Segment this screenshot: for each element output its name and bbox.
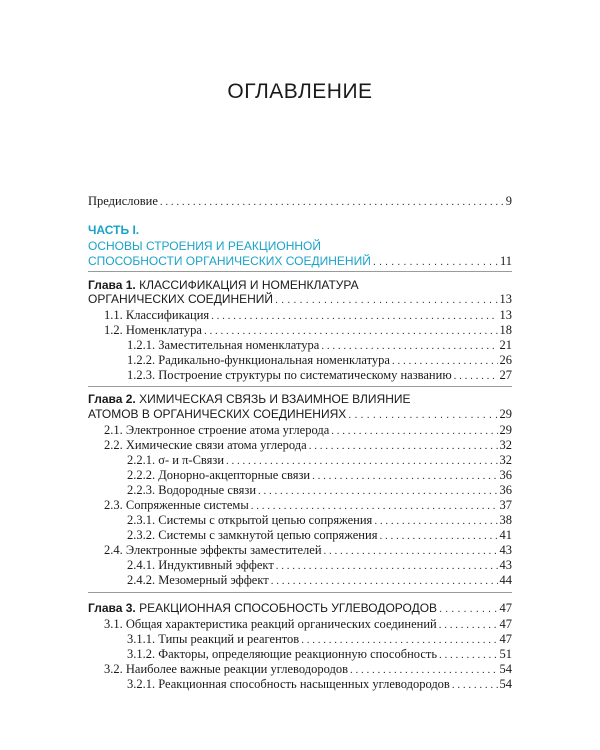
toc-page-number: 13	[499, 292, 512, 306]
toc-entry-label: 1.2.1. Заместительная номенклатура	[127, 338, 320, 352]
toc-page-number: 27	[499, 368, 512, 382]
toc-entry-chapter-3[interactable]	[88, 600, 512, 617]
toc-entry-label: 2.3.2. Системы с замкнутой цепью сопряжения	[127, 528, 378, 542]
chapter-title-line2: ОРГАНИЧЕСКИХ СОЕДИНЕНИЙ	[88, 292, 274, 306]
part-title-line2: СПОСОБНОСТИ ОРГАНИЧЕСКИХ СОЕДИНЕНИЙ	[88, 254, 371, 268]
chapter-title-line1: РЕАКЦИОННАЯ СПОСОБНОСТЬ УГЛЕВОДОРОДОВ	[139, 601, 438, 615]
toc-entry-label: 2.4.2. Мезомерный эффект	[127, 573, 269, 587]
toc-page-number: 51	[499, 647, 512, 661]
toc-entry-label: 1.1. Классификация	[104, 308, 210, 322]
toc-page-number: 13	[499, 308, 512, 322]
dot-leader	[373, 254, 498, 270]
toc-entry-label: 2.4.1. Индуктивный эффект	[127, 558, 274, 572]
toc-entry-part1[interactable]	[88, 253, 512, 270]
toc-page-number: 36	[499, 468, 512, 482]
toc-page-number: 47	[499, 601, 512, 615]
section-divider	[88, 271, 512, 272]
toc-entry-chapter-1[interactable]	[88, 291, 512, 308]
toc-page-number: 32	[499, 453, 512, 467]
toc-entry-label: 1.2.2. Радикально-функциональная номенклатура	[127, 353, 390, 367]
toc-entry-label: 3.1.1. Типы реакций и реагентов	[127, 632, 300, 646]
toc-entry-label: 2.2.1. σ- и π-Связи	[127, 453, 225, 467]
toc-entry-label: Предисловие	[88, 194, 158, 208]
chapter-heading-2	[88, 391, 411, 407]
dot-leader	[271, 573, 498, 589]
toc-page-number: 21	[499, 338, 512, 352]
toc-page-number: 32	[499, 438, 512, 452]
part-title-line1: ОСНОВЫ СТРОЕНИЯ И РЕАКЦИОННОЙ	[88, 239, 322, 253]
toc-entry[interactable]	[127, 367, 512, 384]
toc-page-number: 47	[499, 617, 512, 631]
toc-entry-label: 2.4. Электронные эффекты заместителей	[104, 543, 322, 557]
page-title: ОГЛАВЛЕНИЕ	[227, 80, 373, 103]
toc-page-number: 54	[499, 662, 512, 676]
toc-page-number: 41	[499, 528, 512, 542]
toc-entry[interactable]	[127, 572, 512, 589]
toc-entry-label: 3.1. Общая характеристика реакций органических соединений	[104, 617, 437, 631]
toc-entry-label: 2.3.1. Системы с открытой цепью сопряжения	[127, 513, 373, 527]
toc-page-number: 26	[499, 353, 512, 367]
dot-leader	[275, 292, 497, 308]
toc-entry-chapter-2[interactable]	[88, 406, 512, 423]
toc-entry-label: 2.2. Химические связи атома углерода	[104, 438, 307, 452]
toc-entry-label: 1.2.3. Построение структуры по систематическому названию	[127, 368, 452, 382]
section-divider	[88, 386, 512, 387]
toc-entry-label: 3.2.1. Реакционная способность насыщенных углеводородов	[127, 677, 450, 691]
toc-entry-label: 2.1. Электронное строение атома углерода	[104, 423, 330, 437]
toc-page-number: 36	[499, 483, 512, 497]
toc-page-number: 43	[499, 543, 512, 557]
dot-leader	[454, 368, 498, 384]
toc-entry[interactable]	[127, 676, 512, 693]
toc-page-number: 43	[499, 558, 512, 572]
chapter-prefix: Глава 2.	[88, 392, 136, 406]
toc-entry-label: 1.2. Номенклатура	[104, 323, 202, 337]
toc-page-number: 38	[499, 513, 512, 527]
toc-page-number: 37	[499, 498, 512, 512]
toc-page-number: 18	[499, 323, 512, 337]
chapter-prefix: Глава 1.	[88, 278, 136, 292]
dot-leader	[160, 194, 504, 210]
toc-page-number: 11	[499, 254, 512, 268]
part-heading: ЧАСТЬ I.	[88, 223, 140, 237]
dot-leader	[439, 601, 497, 617]
dot-leader	[348, 407, 497, 423]
toc-page-number: 29	[499, 423, 512, 437]
toc-entry-label: 3.2. Наиболее важные реакции углеводородов	[104, 662, 348, 676]
chapter-title-line2: АТОМОВ В ОРГАНИЧЕСКИХ СОЕДИНЕНИЯХ	[88, 407, 347, 421]
toc-page-number: 47	[499, 632, 512, 646]
chapter-title-line1: КЛАССИФИКАЦИЯ И НОМЕНКЛАТУРА	[139, 278, 359, 292]
toc-page-number: 29	[499, 407, 512, 421]
toc-page-number: 9	[505, 194, 512, 208]
toc-entry-label: 3.1.2. Факторы, определяющие реакционную способность	[127, 647, 438, 661]
toc-entry-label: 2.2.2. Донорно-акцепторные связи	[127, 468, 311, 482]
toc-entry-label: 2.2.3. Водородные связи	[127, 483, 257, 497]
toc-page-number: 44	[499, 573, 512, 587]
chapter-prefix: Глава 3.	[88, 601, 136, 615]
toc-page-number: 54	[499, 677, 512, 691]
toc-entry-preface[interactable]	[88, 193, 512, 210]
dot-leader	[452, 677, 498, 693]
section-divider	[88, 592, 512, 593]
toc-entry-label: 2.3. Сопряженные системы	[104, 498, 249, 512]
chapter-title-line1: ХИМИЧЕСКАЯ СВЯЗЬ И ВЗАИМНОЕ ВЛИЯНИЕ	[139, 392, 411, 406]
